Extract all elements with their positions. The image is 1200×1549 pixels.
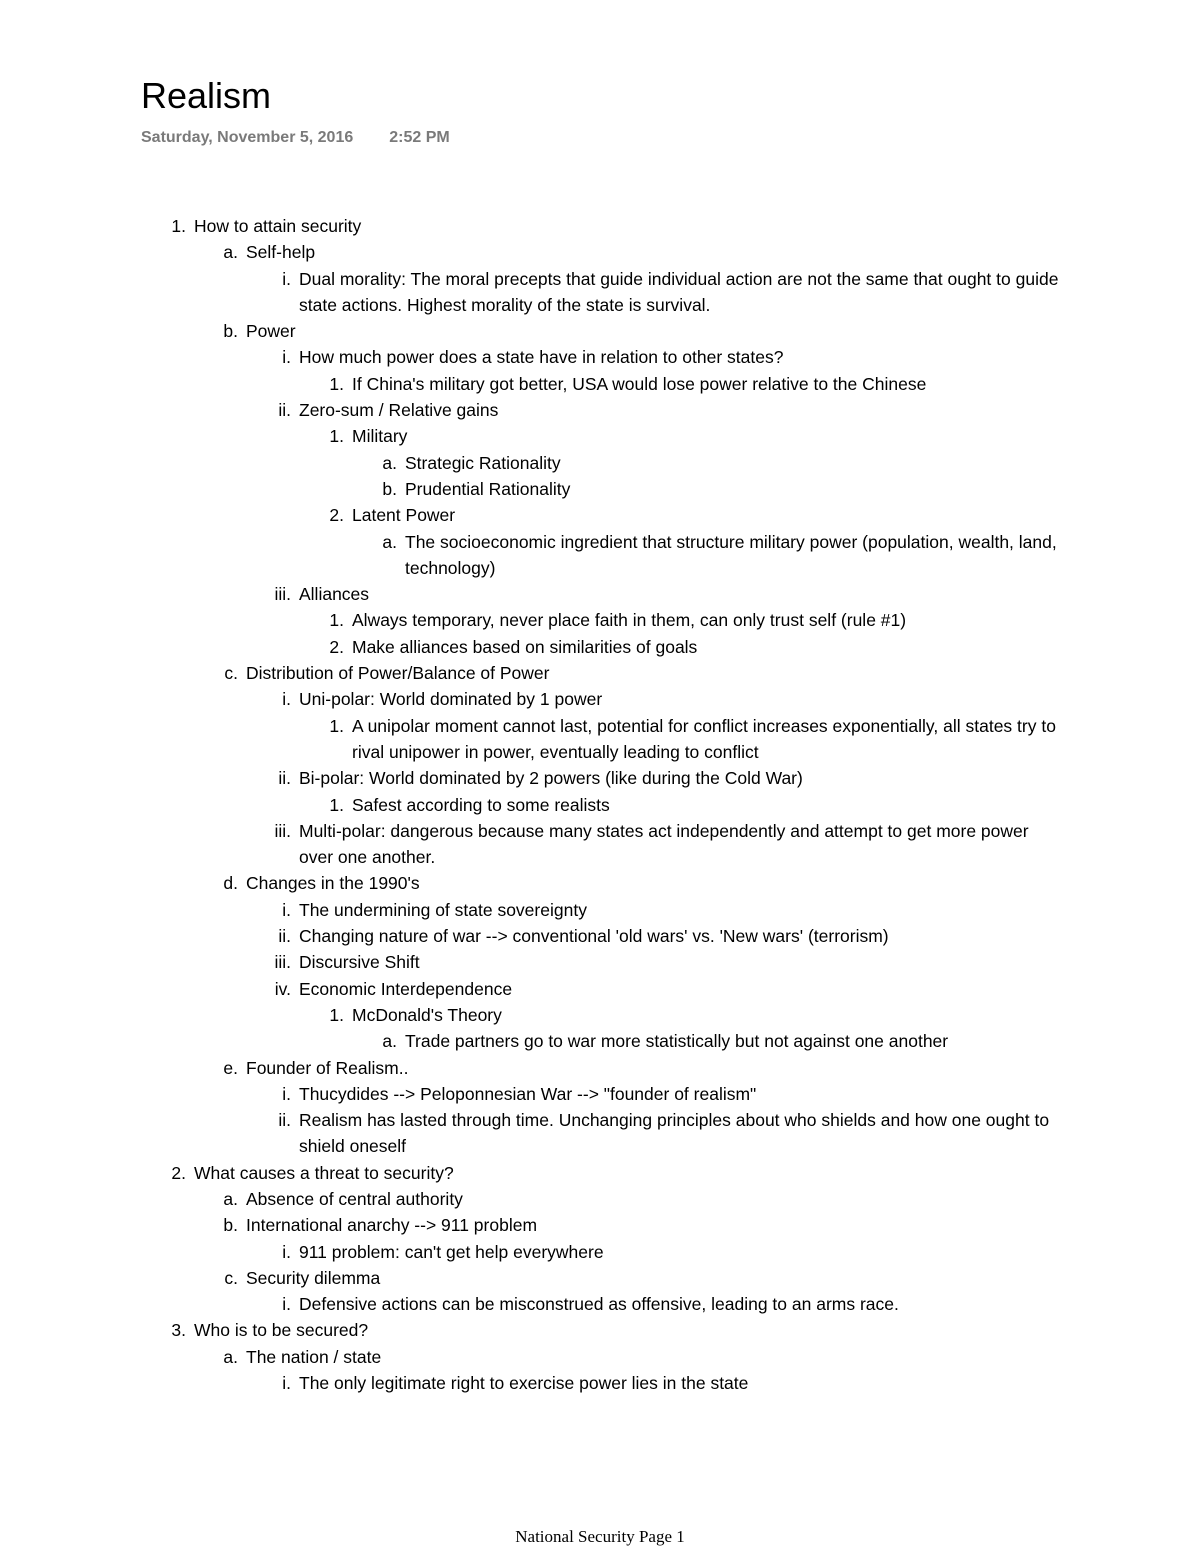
outline-item bbox=[223, 239, 1062, 265]
outline-marker: 1. bbox=[329, 373, 344, 394]
outline-item bbox=[274, 581, 1062, 607]
outline-marker: a. bbox=[382, 1031, 397, 1052]
outline-text: Founder of Realism.. bbox=[246, 1057, 409, 1078]
outline-text: Bi-polar: World dominated by 2 powers (like during the Cold War) bbox=[299, 768, 803, 789]
note-meta bbox=[141, 127, 450, 149]
outline-item bbox=[223, 1344, 1062, 1370]
outline-item bbox=[223, 1055, 1062, 1081]
page-footer: National Security Page 1 bbox=[515, 1527, 685, 1546]
outline-marker: iii. bbox=[274, 584, 291, 605]
outline-text: Dual morality: The moral precepts that guide individual action are not the same that ought to guide state actions. Highest morality of the state is survival. bbox=[299, 268, 1059, 315]
outline-text: Latent Power bbox=[352, 505, 456, 526]
outline-item bbox=[223, 1212, 1062, 1238]
outline-marker: 3. bbox=[171, 1320, 186, 1341]
outline-marker: 2. bbox=[329, 636, 344, 657]
outline-item bbox=[282, 1291, 1062, 1317]
outline-text: Prudential Rationality bbox=[405, 478, 571, 499]
outline-item bbox=[329, 1002, 1062, 1028]
outline-marker: iii. bbox=[274, 952, 291, 973]
outline-marker: a. bbox=[223, 1346, 238, 1367]
outline-text: Trade partners go to war more statistically but not against one another bbox=[405, 1031, 949, 1052]
outline-text: Economic Interdependence bbox=[299, 978, 513, 999]
outline-marker: 1. bbox=[329, 1004, 344, 1025]
outline-marker: 1. bbox=[329, 426, 344, 447]
outline-marker: 2. bbox=[171, 1162, 186, 1183]
outline-text: Thucydides --> Peloponnesian War --> "founder of realism" bbox=[299, 1083, 757, 1104]
outline-text: Discursive Shift bbox=[299, 952, 420, 973]
outline-text: The undermining of state sovereignty bbox=[299, 899, 587, 920]
outline-marker: iv. bbox=[274, 978, 291, 999]
outline-item bbox=[278, 923, 1062, 949]
outline-marker: ii. bbox=[278, 768, 291, 789]
outline-item bbox=[329, 607, 1062, 633]
outline-item bbox=[382, 476, 1062, 502]
outline-item bbox=[282, 686, 1062, 712]
outline-text: Always temporary, never place faith in them, can only trust self (rule #1) bbox=[352, 610, 907, 631]
outline-text: International anarchy --> 911 problem bbox=[246, 1215, 538, 1236]
outline-text: The nation / state bbox=[246, 1346, 382, 1367]
outline-marker: 1. bbox=[171, 216, 186, 236]
outline-text: Power bbox=[246, 321, 296, 342]
outline-text: Zero-sum / Relative gains bbox=[299, 400, 499, 421]
outline-marker: d. bbox=[223, 873, 238, 894]
outline-marker: c. bbox=[224, 1267, 238, 1288]
outline-item bbox=[329, 634, 1062, 660]
outline-marker: a. bbox=[223, 1188, 238, 1209]
outline-text: Distribution of Power/Balance of Power bbox=[246, 663, 550, 684]
outline-item bbox=[171, 213, 1062, 239]
outline-item bbox=[223, 870, 1062, 896]
outline-marker: b. bbox=[223, 1215, 238, 1236]
outline-item bbox=[171, 1317, 1062, 1343]
outline-marker: b. bbox=[382, 478, 397, 499]
outline-item bbox=[274, 949, 1062, 975]
outline-marker: ii. bbox=[278, 400, 291, 421]
outline-item bbox=[274, 818, 1062, 871]
outline-marker: 2. bbox=[329, 505, 344, 526]
outline-marker: a. bbox=[382, 452, 397, 473]
outline-item bbox=[382, 450, 1062, 476]
outline-marker: 1. bbox=[329, 794, 344, 815]
outline-item bbox=[282, 897, 1062, 923]
outline-text: Who is to be secured? bbox=[194, 1320, 369, 1341]
outline-item bbox=[329, 371, 1062, 397]
outline-text: The only legitimate right to exercise power lies in the state bbox=[299, 1373, 749, 1394]
outline-item bbox=[223, 318, 1062, 344]
outline-item bbox=[171, 1160, 1062, 1186]
outline-marker: i. bbox=[282, 268, 291, 289]
outline-marker: i. bbox=[282, 1083, 291, 1104]
outline-text: Changing nature of war --> conventional 'old wars' vs. 'New wars' (terrorism) bbox=[299, 926, 889, 947]
outline-text: How to attain security bbox=[194, 216, 362, 236]
outline-marker: 1. bbox=[329, 610, 344, 631]
outline-text: Absence of central authority bbox=[246, 1188, 463, 1209]
outline-text: Military bbox=[352, 426, 408, 447]
note-date: Saturday, November 5, 2016 bbox=[141, 129, 354, 146]
outline-marker: iii. bbox=[274, 820, 291, 841]
outline-item bbox=[382, 529, 1062, 582]
outline-marker: ii. bbox=[278, 1110, 291, 1131]
outline-marker: a. bbox=[382, 531, 397, 552]
outline-item bbox=[382, 1028, 1062, 1054]
outline-item bbox=[278, 765, 1062, 791]
outline-item bbox=[282, 344, 1062, 370]
outline-item bbox=[274, 976, 1062, 1002]
outline-text: Self-help bbox=[246, 242, 316, 263]
outline-text: Realism has lasted through time. Unchanging principles about who shields and how one ought to shield oneself bbox=[299, 1110, 1050, 1157]
outline-text: Alliances bbox=[299, 584, 370, 605]
outline-item bbox=[223, 1186, 1062, 1212]
outline-item bbox=[224, 660, 1062, 686]
outline-text: Make alliances based on similarities of goals bbox=[352, 636, 698, 657]
outline-marker: c. bbox=[224, 663, 238, 684]
outline-item bbox=[329, 502, 1062, 528]
outline-text: Strategic Rationality bbox=[405, 452, 561, 473]
outline-marker: 1. bbox=[329, 715, 344, 736]
outline-item bbox=[329, 423, 1062, 449]
outline-text: 911 problem: can't get help everywhere bbox=[299, 1241, 604, 1262]
outline-item bbox=[282, 266, 1062, 319]
outline-marker: i. bbox=[282, 899, 291, 920]
outline-item bbox=[282, 1370, 1062, 1396]
outline-item bbox=[278, 1107, 1062, 1160]
outline-marker: a. bbox=[223, 242, 238, 263]
outline-text: A unipolar moment cannot last, potential for conflict increases exponentially, all states try to rival unipower in power, eventually leading to conflict bbox=[352, 715, 1056, 762]
outline-item bbox=[224, 1265, 1062, 1291]
outline-item bbox=[278, 397, 1062, 423]
outline-text: McDonald's Theory bbox=[352, 1004, 502, 1025]
outline-text: Defensive actions can be misconstrued as offensive, leading to an arms race. bbox=[299, 1294, 899, 1315]
outline-marker: i. bbox=[282, 689, 291, 710]
outline-item bbox=[329, 792, 1062, 818]
outline-text: Multi-polar: dangerous because many states act independently and attempt to get more power over one another. bbox=[299, 820, 1029, 868]
outline-marker: i. bbox=[282, 347, 291, 368]
page-title: Realism bbox=[141, 75, 272, 116]
note-time: 2:52 PM bbox=[389, 129, 450, 146]
outline-marker: i. bbox=[282, 1373, 291, 1394]
outline-marker: b. bbox=[223, 321, 238, 342]
outline-marker: i. bbox=[282, 1294, 291, 1315]
outline-marker: i. bbox=[282, 1241, 291, 1262]
outline-text: Uni-polar: World dominated by 1 power bbox=[299, 689, 603, 710]
outline-marker: e. bbox=[223, 1057, 238, 1078]
outline-text: Security dilemma bbox=[246, 1267, 381, 1288]
outline-text: How much power does a state have in relation to other states? bbox=[299, 347, 784, 368]
outline-text: The socioeconomic ingredient that structure military power (population, wealth, land, technology) bbox=[405, 531, 1057, 578]
outline-text: What causes a threat to security? bbox=[194, 1162, 454, 1183]
outline-item bbox=[329, 713, 1062, 766]
outline bbox=[0, 213, 1200, 1396]
outline-item bbox=[282, 1081, 1062, 1107]
outline-marker: ii. bbox=[278, 926, 291, 947]
outline-item bbox=[282, 1239, 1062, 1265]
outline-text: If China's military got better, USA would lose power relative to the Chinese bbox=[352, 373, 927, 394]
outline-text: Safest according to some realists bbox=[352, 794, 610, 815]
outline-text: Changes in the 1990's bbox=[246, 873, 420, 894]
